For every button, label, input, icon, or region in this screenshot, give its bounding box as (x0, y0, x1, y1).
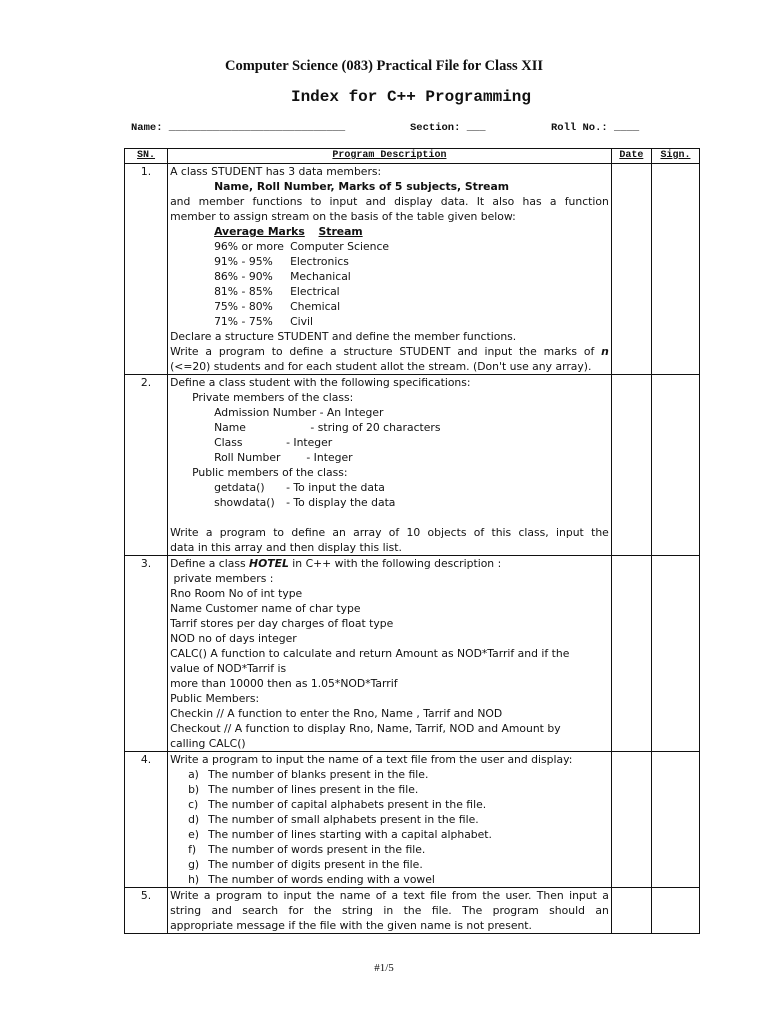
serial-number: 5. (125, 888, 168, 934)
stream-name: Mechanical (290, 270, 351, 283)
list-item: b) The number of lines present in the file. (188, 783, 419, 796)
description-line: Public members of the class: (192, 466, 348, 479)
sign-cell (651, 752, 699, 888)
program-description (168, 752, 612, 888)
description-line: string and search for the string in the file. The program should an (170, 904, 609, 917)
date-cell (611, 164, 651, 375)
column-header-date: Date (611, 149, 651, 164)
document-title: Computer Science (083) Practical File for Class XII (225, 58, 543, 74)
description-line: Define a class HOTEL in C++ with the following description : (170, 557, 502, 570)
index-heading: Index for C++ Programming (290, 88, 532, 106)
page-number: #1/5 (374, 962, 394, 974)
description-line: and member functions to input and display data. It also has a function (170, 195, 609, 208)
stream-name: Computer Science (290, 240, 390, 253)
stream-marks: 91% - 95% (214, 255, 273, 268)
description-line: (<=20) students and for each student allot the stream. (Don't use any array). (170, 360, 592, 373)
serial-number: 1. (125, 164, 168, 375)
description-line: Public Members: (170, 692, 260, 705)
member-spec: showdata() - To display the data (214, 496, 396, 509)
program-description (168, 556, 612, 752)
description-line: Write a program to define an array of 10 objects of this class, input the (170, 526, 609, 539)
program-index-table (124, 148, 700, 934)
date-cell (611, 375, 651, 556)
column-header-sn: SN. (125, 149, 168, 164)
stream-row (170, 284, 609, 299)
list-item: f) The number of words present in the file. (188, 843, 426, 856)
description-line: Tarrif stores per day charges of float type (170, 617, 394, 630)
table-row (125, 556, 700, 752)
description-line: CALC() A function to calculate and return Amount as NOD*Tarrif and if the (170, 647, 570, 660)
description-line: data in this array and then display this list. (170, 541, 402, 554)
stream-name: Electronics (290, 255, 349, 268)
stream-row (170, 314, 609, 329)
table-row (125, 752, 700, 888)
stream-table-header (170, 224, 609, 239)
program-description (168, 375, 612, 556)
serial-number: 4. (125, 752, 168, 888)
stream-marks: 96% or more (214, 240, 284, 253)
description-line: appropriate message if the file with the given name is not present. (170, 919, 532, 932)
stream-marks: 86% - 90% (214, 270, 273, 283)
description-line: Checkin // A function to enter the Rno, Name , Tarrif and NOD (170, 707, 503, 720)
description-line: private members : (170, 572, 274, 585)
description-line: Name Customer name of char type (170, 602, 361, 615)
program-description (168, 164, 612, 375)
stream-name: Electrical (290, 285, 340, 298)
date-cell (611, 752, 651, 888)
marks-column-heading: Average Marks (214, 225, 305, 238)
name-field-label: Name: ____________________________ (131, 122, 346, 134)
list-item: a) The number of blanks present in the file. (188, 768, 429, 781)
description-line: A class STUDENT has 3 data members: (170, 165, 382, 178)
description-line: NOD no of days integer (170, 632, 297, 645)
date-cell (611, 888, 651, 934)
serial-number: 2. (125, 375, 168, 556)
table-header-row (125, 149, 700, 164)
stream-name: Chemical (290, 300, 341, 313)
list-item: c) The number of capital alphabets present in the file. (188, 798, 487, 811)
description-line: Declare a structure STUDENT and define the member functions. (170, 330, 517, 343)
description-line: Rno Room No of int type (170, 587, 303, 600)
member-spec: Name - string of 20 characters (214, 421, 441, 434)
roll-number-field-label: Roll No.: ____ (551, 122, 640, 134)
stream-marks: 81% - 85% (214, 285, 273, 298)
description-line: value of NOD*Tarrif is (170, 662, 287, 675)
program-description (168, 888, 612, 934)
description-line: member to assign stream on the basis of the table given below: (170, 210, 516, 223)
stream-row (170, 269, 609, 284)
member-spec: Admission Number - An Integer (214, 406, 384, 419)
stream-marks: 75% - 80% (214, 300, 273, 313)
description-line: Private members of the class: (192, 391, 354, 404)
list-item: g) The number of digits present in the file. (188, 858, 423, 871)
description-line: Write a program to input the name of a text file from the user and display: (170, 753, 573, 766)
section-field-label: Section: ___ (410, 122, 486, 134)
list-item: h) The number of words ending with a vowel (188, 873, 435, 886)
sign-cell (651, 164, 699, 375)
member-spec: Roll Number - Integer (214, 451, 353, 464)
date-cell (611, 556, 651, 752)
member-spec: Class - Integer (214, 436, 333, 449)
description-line: Name, Roll Number, Marks of 5 subjects, Stream (214, 180, 510, 193)
description-line: Checkout // A function to display Rno, Name, Tarrif, NOD and Amount by (170, 722, 561, 735)
table-row (125, 375, 700, 556)
table-row (125, 888, 700, 934)
description-line: Write a program to input the name of a text file from the user. Then input a (170, 889, 609, 902)
stream-row (170, 239, 609, 254)
column-header-description: Program Description (168, 149, 612, 164)
list-item: d) The number of small alphabets present in the file. (188, 813, 479, 826)
list-item: e) The number of lines starting with a capital alphabet. (188, 828, 492, 841)
sign-cell (651, 375, 699, 556)
column-header-sign: Sign. (651, 149, 699, 164)
stream-row (170, 299, 609, 314)
stream-name: Civil (290, 315, 313, 328)
stream-column-heading: Stream (318, 225, 363, 238)
sign-cell (651, 556, 699, 752)
stream-row (170, 254, 609, 269)
member-spec: getdata() - To input the data (214, 481, 385, 494)
blank-line (170, 510, 609, 525)
sign-cell (651, 888, 699, 934)
description-line: Define a class student with the following specifications: (170, 376, 471, 389)
stream-marks: 71% - 75% (214, 315, 273, 328)
description-line: Write a program to define a structure STUDENT and input the marks of n (170, 345, 609, 358)
serial-number: 3. (125, 556, 168, 752)
table-row (125, 164, 700, 375)
description-line: more than 10000 then as 1.05*NOD*Tarrif (170, 677, 398, 690)
description-line: calling CALC() (170, 737, 246, 750)
